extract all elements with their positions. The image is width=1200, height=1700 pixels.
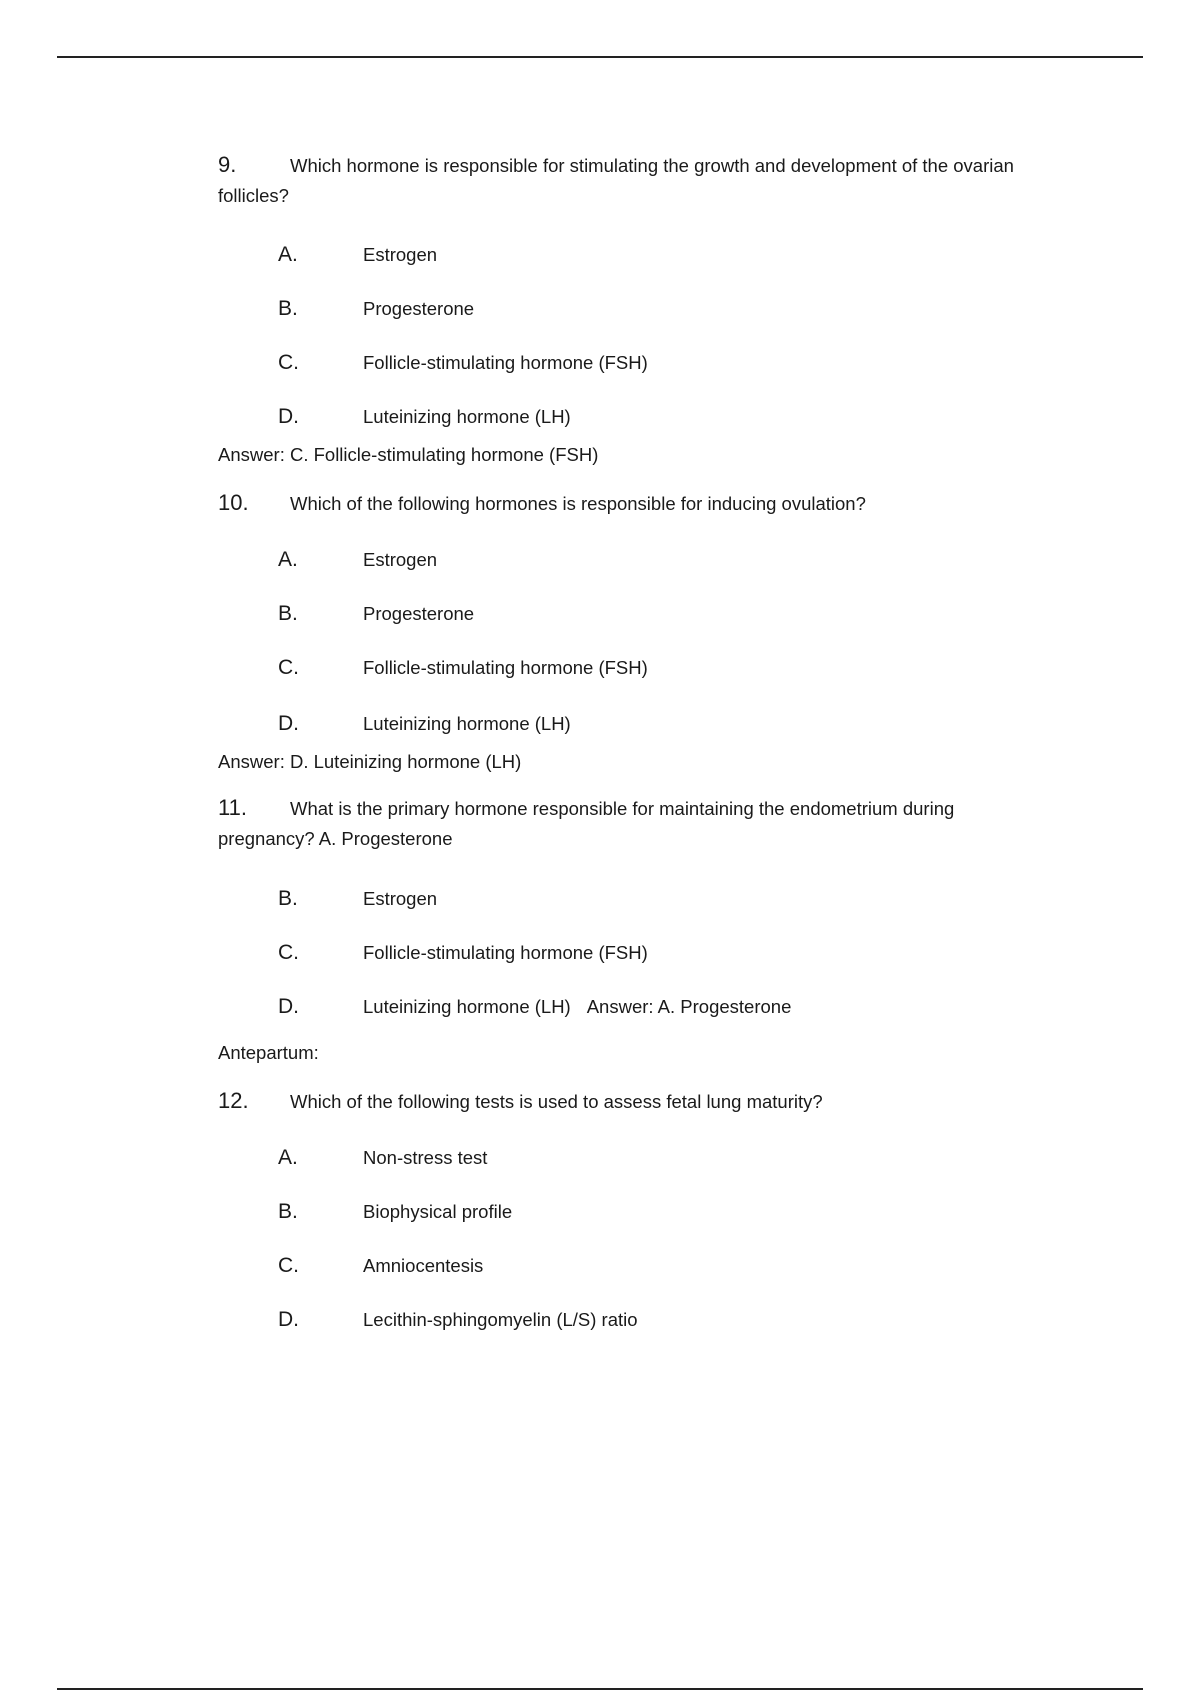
option-text: Estrogen (363, 244, 438, 265)
question-text: Which of the following tests is used to assess fetal lung maturity? (290, 1091, 823, 1112)
header-rule (57, 56, 1143, 58)
option-a (218, 1143, 1048, 1173)
option-c (218, 348, 1048, 378)
option-c (218, 1251, 1048, 1281)
option-text: Follicle-stimulating hormone (FSH) (363, 657, 648, 678)
option-a (218, 240, 1048, 270)
question-text: What is the primary hormone responsible for maintaining the endometrium during pregnancy? A. Progesterone (218, 798, 955, 849)
option-d (218, 402, 1048, 432)
option-letter: B. (278, 887, 298, 910)
answer-9: Answer: C. Follicle-stimulating hormone (FSH) (218, 444, 599, 465)
question-11 (218, 793, 1048, 854)
option-letter: A. (278, 548, 298, 571)
option-letter: A. (278, 243, 298, 266)
option-text: Biophysical profile (363, 1201, 513, 1222)
option-letter: C. (278, 351, 299, 374)
option-text: Progesterone (363, 603, 475, 624)
option-d (218, 709, 1048, 739)
option-letter: D. (278, 1308, 299, 1331)
option-c (218, 938, 1048, 968)
question-12 (218, 1086, 1048, 1117)
option-letter: D. (278, 405, 299, 428)
question-number: 11. (218, 795, 247, 820)
page-content (218, 150, 1048, 1335)
option-b (218, 294, 1048, 324)
option-text: Follicle-stimulating hormone (FSH) (363, 942, 648, 963)
question-number: 12. (218, 1088, 249, 1113)
option-letter: A. (278, 1146, 298, 1169)
option-d (218, 1305, 1048, 1335)
option-text: Estrogen (363, 888, 438, 909)
option-letter: B. (278, 602, 298, 625)
option-text: Non-stress test (363, 1147, 488, 1168)
answer-11: Answer: A. Progesterone (586, 996, 792, 1017)
question-10 (218, 488, 1048, 519)
option-b (218, 884, 1048, 914)
option-text: Progesterone (363, 298, 475, 319)
option-letter: C. (278, 1254, 299, 1277)
option-c (218, 653, 1048, 683)
option-a (218, 545, 1048, 575)
question-number: 9. (218, 152, 237, 177)
option-letter: D. (278, 712, 299, 735)
option-text: Luteinizing hormone (LH) (363, 713, 571, 734)
answer-10: Answer: D. Luteinizing hormone (LH) (218, 751, 522, 772)
question-number: 10. (218, 490, 249, 515)
option-text: Amniocentesis (363, 1255, 484, 1276)
option-b (218, 599, 1048, 629)
option-text: Luteinizing hormone (LH) (363, 406, 571, 427)
option-letter: B. (278, 297, 298, 320)
option-text: Follicle-stimulating hormone (FSH) (363, 352, 648, 373)
footer-rule (57, 1688, 1143, 1690)
option-d (218, 992, 1048, 1022)
option-letter: B. (278, 1200, 298, 1223)
option-letter: C. (278, 941, 299, 964)
question-text: Which hormone is responsible for stimulating the growth and development of the ovarian follicles? (218, 155, 1014, 206)
option-text: Lecithin-sphingomyelin (L/S) ratio (363, 1309, 638, 1330)
option-letter: D. (278, 995, 299, 1018)
section-heading-antepartum: Antepartum: (218, 1042, 319, 1063)
option-letter: C. (278, 656, 299, 679)
question-text: Which of the following hormones is responsible for inducing ovulation? (290, 493, 866, 514)
option-text-value: Luteinizing hormone (LH) (363, 996, 571, 1017)
option-text (363, 992, 791, 1022)
option-text: Estrogen (363, 549, 438, 570)
question-9 (218, 150, 1048, 211)
option-b (218, 1197, 1048, 1227)
